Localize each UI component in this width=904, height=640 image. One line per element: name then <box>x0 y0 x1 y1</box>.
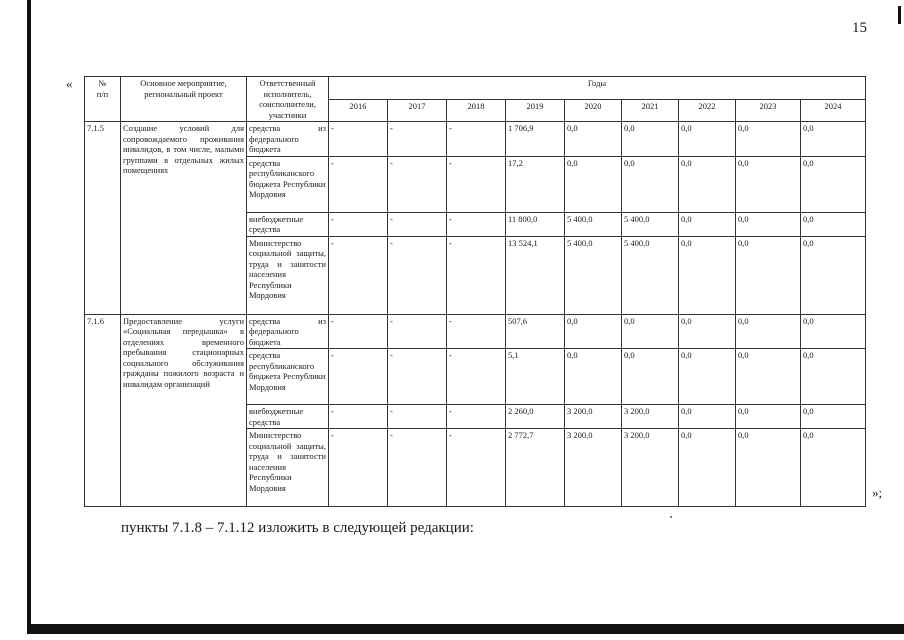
value-cell: - <box>329 156 388 212</box>
header-year: 2017 <box>388 99 447 122</box>
value-cell: 1 706,9 <box>506 122 565 157</box>
body-paragraph: пункты 7.1.8 – 7.1.12 изложить в следующей редакции: <box>121 520 474 536</box>
value-cell: 5 400,0 <box>565 236 622 314</box>
value-cell: - <box>388 156 447 212</box>
value-cell: - <box>388 236 447 314</box>
value-cell: 13 524,1 <box>506 236 565 314</box>
header-year: 2018 <box>447 99 506 122</box>
value-cell: - <box>447 349 506 405</box>
value-cell: 0,0 <box>736 405 801 429</box>
value-cell: 0,0 <box>801 314 866 349</box>
value-cell: - <box>388 314 447 349</box>
value-cell: 0,0 <box>801 122 866 157</box>
header-year: 2022 <box>679 99 736 122</box>
funding-source: средства из федерального бюджета <box>247 122 329 157</box>
value-cell: 0,0 <box>801 236 866 314</box>
value-cell: - <box>329 429 388 507</box>
value-cell: 0,0 <box>679 236 736 314</box>
value-cell: 0,0 <box>736 156 801 212</box>
value-cell: 5 400,0 <box>622 236 679 314</box>
value-cell: 0,0 <box>736 429 801 507</box>
header-year: 2024 <box>801 99 866 122</box>
value-cell: - <box>329 236 388 314</box>
value-cell: 3 200,0 <box>622 405 679 429</box>
header-year: 2016 <box>329 99 388 122</box>
header-executor: Ответственный исполнитель, соисполнители, участники <box>247 77 329 122</box>
value-cell: 0,0 <box>736 236 801 314</box>
value-cell: 0,0 <box>622 122 679 157</box>
value-cell: 0,0 <box>679 122 736 157</box>
value-cell: 5 400,0 <box>565 212 622 236</box>
page-number: 15 <box>852 20 867 36</box>
value-cell: - <box>447 429 506 507</box>
value-cell: 0,0 <box>565 314 622 349</box>
value-cell: 0,0 <box>679 405 736 429</box>
value-cell: 0,0 <box>736 122 801 157</box>
value-cell: - <box>329 122 388 157</box>
funding-source: внебюджетные средства <box>247 405 329 429</box>
scan-speck <box>670 516 672 518</box>
funding-source: средства из федерального бюджета <box>247 314 329 349</box>
value-cell: 3 200,0 <box>565 405 622 429</box>
funding-source: внебюджетные средства <box>247 212 329 236</box>
header-year: 2019 <box>506 99 565 122</box>
value-cell: 0,0 <box>801 405 866 429</box>
value-cell: 0,0 <box>679 314 736 349</box>
funding-source: Министерство социальной защиты, труда и занятости населения Республики Мордовия <box>247 236 329 314</box>
value-cell: - <box>388 212 447 236</box>
value-cell: 0,0 <box>565 349 622 405</box>
value-cell: 0,0 <box>801 156 866 212</box>
table-header-row <box>85 77 866 100</box>
value-cell: - <box>447 405 506 429</box>
value-cell: - <box>447 236 506 314</box>
value-cell: 0,0 <box>565 122 622 157</box>
closing-quote-mark: »; <box>872 485 883 500</box>
value-cell: 507,6 <box>506 314 565 349</box>
value-cell: - <box>329 349 388 405</box>
value-cell: 5,1 <box>506 349 565 405</box>
value-cell: - <box>388 429 447 507</box>
funding-source: Министерство социальной защиты, труда и занятости населения Республики Мордовия <box>247 429 329 507</box>
program-activities-table <box>84 76 866 507</box>
value-cell: 0,0 <box>622 349 679 405</box>
value-cell: 0,0 <box>736 212 801 236</box>
value-cell: 0,0 <box>679 349 736 405</box>
value-cell: 3 200,0 <box>622 429 679 507</box>
value-cell: - <box>388 122 447 157</box>
value-cell: - <box>447 122 506 157</box>
page-frame-left-edge <box>27 0 31 634</box>
opening-quote-mark: « <box>66 76 73 91</box>
value-cell: 0,0 <box>801 212 866 236</box>
header-year: 2020 <box>565 99 622 122</box>
header-num: № п/п <box>85 77 121 122</box>
value-cell: 0,0 <box>622 156 679 212</box>
value-cell: - <box>388 349 447 405</box>
value-cell: - <box>388 405 447 429</box>
value-cell: 2 772,7 <box>506 429 565 507</box>
header-activity: Основное мероприятие, региональный проект <box>121 77 247 122</box>
item-name: Предоставление услуги «Социальная передышка» в отделениях временного пребывания стационарных социального обслуживания гражданы пожилого возраста и инвалидам организаций <box>121 314 247 507</box>
value-cell: 0,0 <box>736 349 801 405</box>
value-cell: - <box>329 314 388 349</box>
page-frame-right-tick <box>898 6 901 24</box>
value-cell: 3 200,0 <box>565 429 622 507</box>
value-cell: - <box>447 156 506 212</box>
value-cell: 11 800,0 <box>506 212 565 236</box>
value-cell: 0,0 <box>801 349 866 405</box>
value-cell: - <box>447 212 506 236</box>
value-cell: - <box>329 405 388 429</box>
funding-source: средства республиканского бюджета Республики Мордовия <box>247 349 329 405</box>
value-cell: 0,0 <box>679 429 736 507</box>
header-year: 2023 <box>736 99 801 122</box>
value-cell: - <box>329 212 388 236</box>
value-cell: 0,0 <box>801 429 866 507</box>
funding-source: средства республиканского бюджета Республики Мордовия <box>247 156 329 212</box>
table-row <box>85 122 866 157</box>
value-cell: 17,2 <box>506 156 565 212</box>
table-row <box>85 314 866 349</box>
value-cell: - <box>447 314 506 349</box>
item-number: 7.1.6 <box>85 314 121 507</box>
value-cell: 0,0 <box>736 314 801 349</box>
header-years-label: Годы <box>329 77 866 100</box>
item-number: 7.1.5 <box>85 122 121 315</box>
value-cell: 0,0 <box>679 212 736 236</box>
header-year: 2021 <box>622 99 679 122</box>
item-name: Создание условий для сопровождаемого проживания инвалидов, в том числе, малыми группами в отдельных жилых помещениях <box>121 122 247 315</box>
value-cell: 0,0 <box>565 156 622 212</box>
value-cell: 0,0 <box>622 314 679 349</box>
value-cell: 5 400,0 <box>622 212 679 236</box>
value-cell: 2 260,0 <box>506 405 565 429</box>
value-cell: 0,0 <box>679 156 736 212</box>
page-frame-bottom-edge <box>27 624 904 634</box>
